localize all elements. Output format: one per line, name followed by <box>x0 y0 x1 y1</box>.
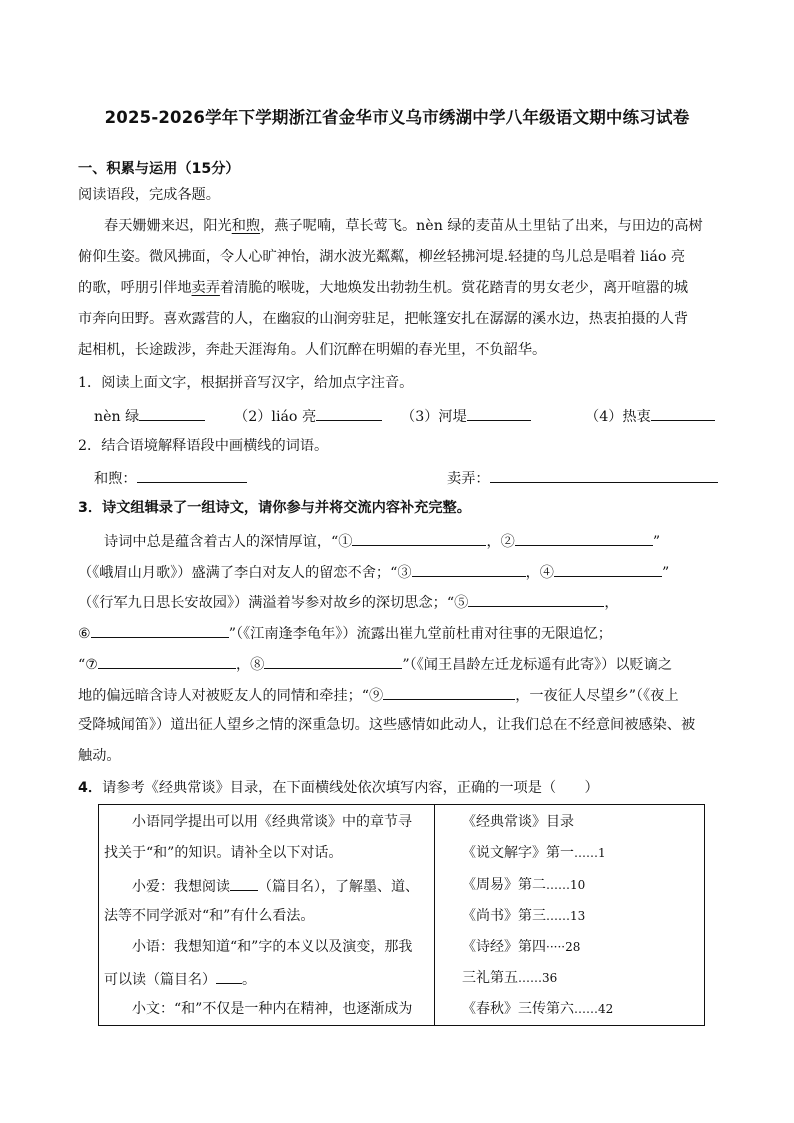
q3-line-1: 诗词中总是蕴含着古人的深情厚谊，“① ，② ” <box>104 531 660 551</box>
q4-blank-1[interactable] <box>230 876 258 891</box>
dialogue-line-2: 找关于“和”的知识。请补全以下对话。 <box>104 845 343 861</box>
dialogue-line-5: 小语：我想知道“和”字的本义以及演变，那我 <box>132 939 413 955</box>
dialogue-line-6: 可以读（篇目名） 。 <box>104 969 256 989</box>
q1-answer-c: （3）河堤 <box>401 406 531 426</box>
q1-answer-a: nèn 绿 <box>94 406 205 426</box>
q1-answer-b: （2）liáo 亮 <box>234 406 382 426</box>
q2-answer-a: 和煦： <box>94 468 247 488</box>
passage-line-1: 春天姗姗来迟，阳光和煦，燕子呢喃，草长莺飞。nèn 绿的麦苗从土里钻了出来，与田边的高树 <box>104 218 703 234</box>
q3-blank-2[interactable] <box>515 531 653 546</box>
dialogue-line-1: 小语同学提出可以用《经典常谈》中的章节寻 <box>132 814 412 830</box>
q3-line-8: 触动。 <box>78 748 121 764</box>
toc-title: 《经典常谈》目录 <box>462 814 574 830</box>
dialogue-line-4: 法等不同学派对“和”有什么看法。 <box>104 908 315 924</box>
q3-blank-7[interactable] <box>98 654 236 669</box>
q1-answer-d: （4）热衷 <box>585 406 715 426</box>
q1-blank-b[interactable] <box>316 406 382 421</box>
question-3: 3．诗文组辑录了一组诗文，请你参与并将交流内容补充完整。 <box>78 500 471 516</box>
q3-blank-1[interactable] <box>352 531 486 546</box>
passage-line-5: 起相机，长途跋涉，奔赴天涯海角。人们沉醉在明媚的春光里，不负韶华。 <box>78 342 547 358</box>
question-1: 1．阅读上面文字，根据拼音写汉字，给加点字注音。 <box>78 375 414 391</box>
toc-item: 《说文解字》第一……1 <box>462 845 606 861</box>
q3-blank-9[interactable] <box>383 685 515 700</box>
toc-item: 三礼第五……36 <box>462 970 558 986</box>
q3-line-4: ⑥ ”（《江南逢李龟年》）流露出崔九堂前杜甫对往事的无限追忆； <box>78 623 612 643</box>
underlined-word-mainong: 卖弄 <box>191 280 220 296</box>
q4-blank-2[interactable] <box>216 969 242 984</box>
toc-item: 《周易》第二……10 <box>462 877 586 893</box>
q2-blank-b[interactable] <box>490 468 718 483</box>
question-2: 2．结合语境解释语段中画横线的词语。 <box>78 438 329 454</box>
q3-line-7: 受降城闻笛》）道出征人望乡之情的深重急切。这些感情如此动人，让我们总在不经意间被感染、被 <box>78 717 696 733</box>
passage-line-2: 俯仰生姿。微风拂面，令人心旷神怡，湖水波光粼粼，柳丝轻拂河堤.轻捷的鸟儿总是唱着 liáo 亮 <box>78 249 686 265</box>
passage-line-3: 的歌，呼朋引伴地卖弄着清脆的喉咙，大地焕发出勃勃生机。赏花踏青的男女老少，离开喧嚣的城 <box>78 280 689 296</box>
exam-title: 2025-2026学年下学期浙江省金华市义乌市绣湖中学八年级语文期中练习试卷 <box>104 108 690 127</box>
dialogue-line-7: 小文：“和”不仅是一种内在精神，也逐渐成为 <box>132 1001 413 1017</box>
q3-blank-6[interactable] <box>91 623 229 638</box>
q2-answer-b: 卖弄： <box>447 468 718 488</box>
q3-line-6: 地的偏远暗含诗人对被贬友人的同情和牵挂；“⑨ ，一夜征人尽望乡”（《夜上 <box>78 685 679 705</box>
section-heading: 一、积累与运用（15分） <box>78 161 240 177</box>
underlined-word-hexu: 和煦 <box>231 218 261 234</box>
passage-line-4: 市奔向田野。喜欢露营的人，在幽寂的山涧旁驻足，把帐篷安扎在潺潺的溪水边，热衷拍摄的人背 <box>78 311 689 327</box>
q3-blank-4[interactable] <box>554 562 662 577</box>
q3-blank-8[interactable] <box>264 654 402 669</box>
q1-blank-c[interactable] <box>467 406 531 421</box>
toc-item: 《春秋》三传第六……42 <box>462 1001 614 1017</box>
q3-blank-3[interactable] <box>412 562 526 577</box>
toc-item: 《诗经》第四·····28 <box>462 939 581 955</box>
q3-line-5: “⑦ ，⑧ ”（《闻王昌龄左迁龙标遥有此寄》）以贬谪之 <box>78 654 672 674</box>
q3-line-2: （《峨眉山月歌》）盛满了李白对友人的留恋不舍；“③ ，④ ” <box>78 562 669 582</box>
q3-blank-5[interactable] <box>468 592 604 607</box>
q4-table-divider <box>434 804 435 1026</box>
q2-blank-a[interactable] <box>137 468 247 483</box>
section-intro: 阅读语段，完成各题。 <box>78 187 220 203</box>
dialogue-line-3: 小爱：我想阅读 （篇目名），了解墨、道、 <box>132 876 419 896</box>
q3-line-3: （《行军九日思长安故园》）满溢着岑参对故乡的深切思念；“⑤ ， <box>78 592 619 612</box>
toc-item: 《尚书》第三……13 <box>462 908 586 924</box>
q1-blank-a[interactable] <box>139 406 205 421</box>
q1-blank-d[interactable] <box>651 406 715 421</box>
question-4: 4．请参考《经典常谈》目录，在下面横线处依次填写内容，正确的一项是（ ） <box>78 780 599 796</box>
